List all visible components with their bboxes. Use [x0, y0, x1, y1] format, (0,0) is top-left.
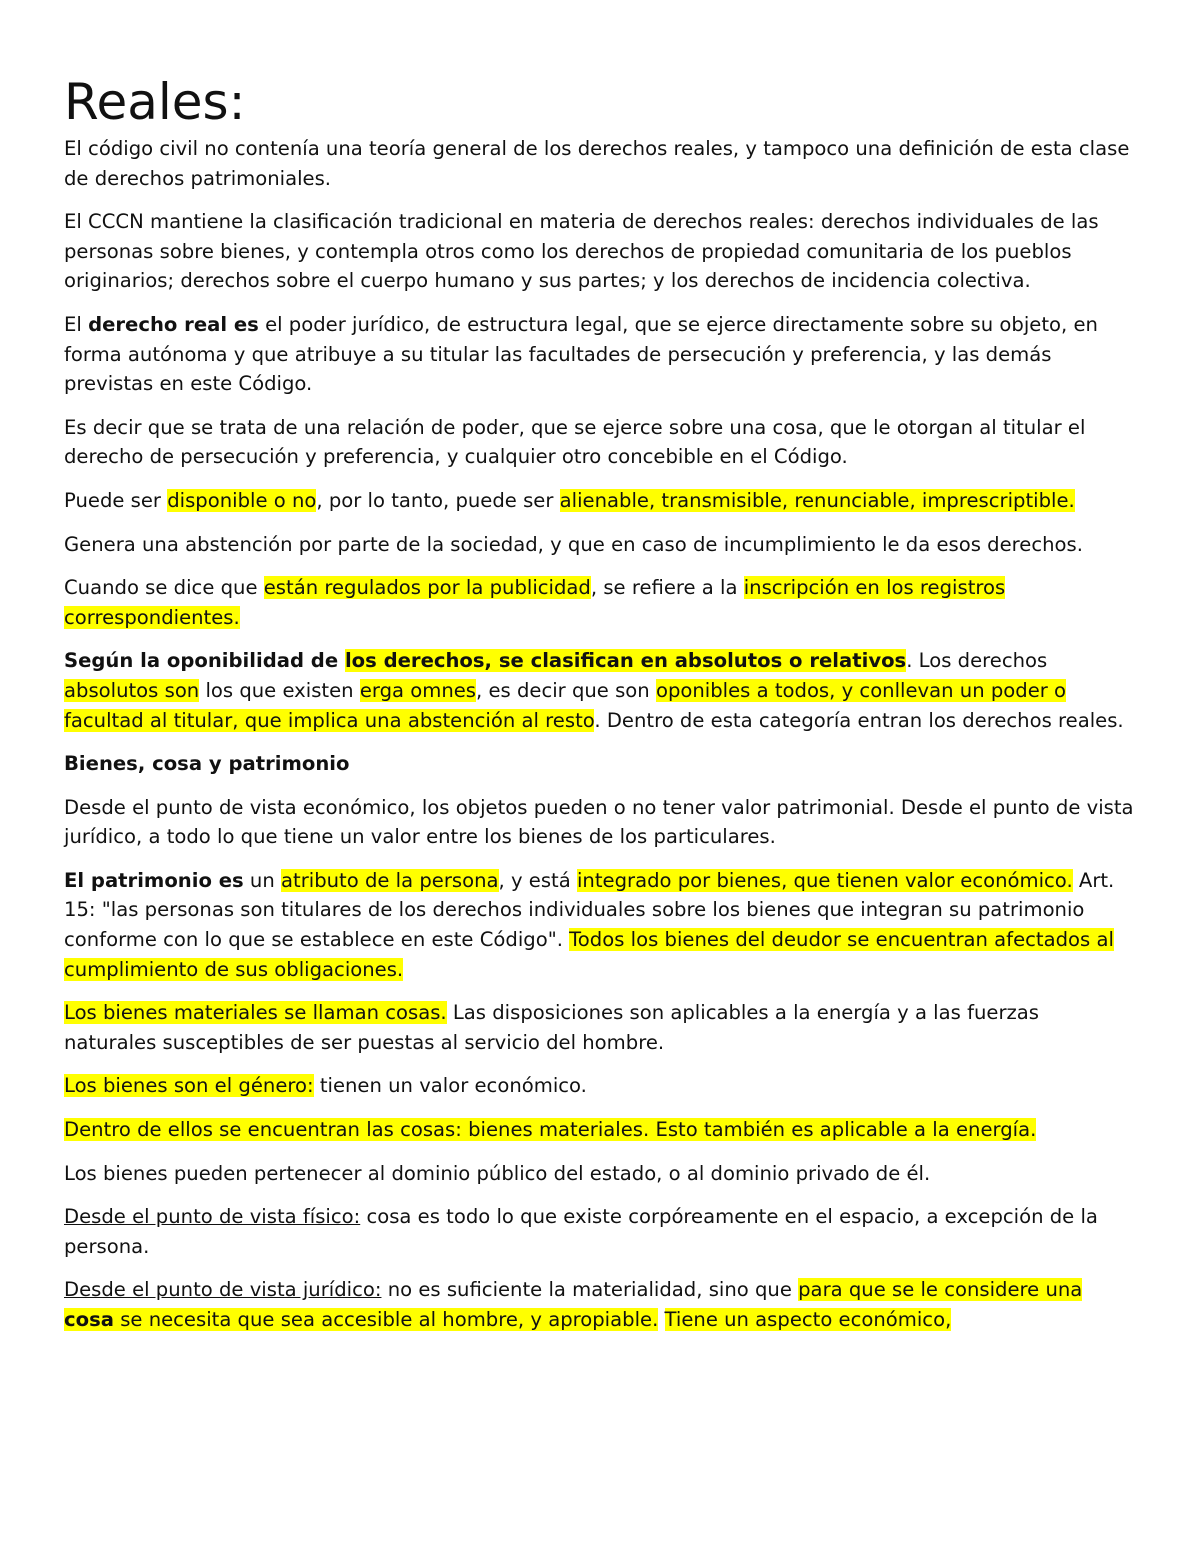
- text-run: [658, 1308, 664, 1331]
- text-run: El: [64, 312, 89, 336]
- highlighted-text: Tiene un aspecto económico,: [664, 1308, 952, 1331]
- text-run: Cuando se dice que: [64, 576, 264, 600]
- text-run: Genera una abstención por parte de la sociedad, y que en caso de incumplimiento le da esos derechos.: [64, 532, 1083, 556]
- paragraph: [64, 793, 1134, 852]
- highlighted-text: para que se le considere una: [798, 1278, 1083, 1302]
- text-run: . Los derechos: [906, 649, 1048, 673]
- paragraph: [64, 1115, 1134, 1145]
- text-run: Desde el punto de vista económico, los objetos pueden o no tener valor patrimonial. Desde el punto de vista jurídico, a todo lo que tiene un valor entre los bienes de los particulares.: [64, 795, 1134, 849]
- paragraph: [64, 749, 1134, 779]
- document-title: Reales:: [64, 73, 246, 131]
- paragraph: [64, 1202, 1134, 1261]
- highlighted-text: Dentro de ellos se encuentran las cosas: bienes materiales. Esto también es aplicable a la energía.: [64, 1118, 1037, 1142]
- highlighted-text: atributo de la persona: [281, 868, 499, 892]
- paragraph: [64, 646, 1134, 735]
- highlighted-text: Los bienes materiales se llaman cosas.: [64, 1001, 447, 1025]
- underlined-text: Desde el punto de vista físico:: [64, 1205, 361, 1229]
- bold-text: Según la oponibilidad de: [64, 649, 345, 673]
- highlighted-text: integrado por bienes, que tienen valor económico.: [576, 868, 1073, 892]
- underlined-text: Desde el punto de vista jurídico:: [64, 1278, 382, 1302]
- text-run: no es suficiente la materialidad, sino que: [381, 1278, 799, 1302]
- text-run: Las disposiciones son aplicables a la energía y a las fuerzas naturales susceptibles de ser puestas al servicio del hombre.: [64, 1001, 1039, 1054]
- paragraph: [64, 1071, 1134, 1101]
- highlighted-text: absolutos son: [64, 678, 200, 702]
- bold-text: Bienes, cosa y patrimonio: [64, 752, 350, 776]
- paragraph: [64, 134, 1134, 193]
- highlighted-bold-text: cosa: [64, 1308, 114, 1331]
- highlighted-bold-text: los derechos, se clasifican en absolutos o relativos: [344, 649, 907, 673]
- bold-text: El patrimonio es: [64, 868, 244, 892]
- text-run: , se refiere a la: [590, 576, 744, 600]
- text-run: El CCCN mantiene la clasificación tradicional en materia de derechos reales: derechos individuales de las personas sobre bienes, y contempla otros como los derechos de propiedad comunitaria de los pueblos originarios; derechos sobre el cuerpo humano y sus partes; y los derechos de incidencia colectiva.: [64, 210, 1099, 293]
- paragraph: [64, 413, 1134, 472]
- text-run: un: [243, 868, 281, 892]
- bold-text: derecho real es: [88, 312, 259, 336]
- highlighted-text: están regulados por la publicidad: [263, 576, 591, 600]
- text-run: Los bienes pueden pertenecer al dominio público del estado, o al dominio privado de él.: [64, 1161, 931, 1185]
- highlighted-text: oponibles a todos, y conllevan un poder o facultad al titular, que implica una abstención al resto: [64, 678, 1067, 732]
- paragraph: [64, 310, 1134, 399]
- text-run: Art. 15: "las personas son titulares de los derechos individuales sobre los bienes que integran su patrimonio conforme con lo que se establece en este Código".: [64, 868, 1115, 952]
- text-run: los que existen: [199, 678, 360, 702]
- paragraph: [64, 486, 1134, 516]
- highlighted-text: alienable, transmisible, renunciable, imprescriptible.: [559, 488, 1075, 512]
- paragraph: [64, 530, 1134, 560]
- highlighted-text: inscripción en los registros correspondientes.: [64, 576, 1006, 629]
- paragraph: [64, 866, 1134, 984]
- paragraph: [64, 207, 1134, 296]
- highlighted-text: Los bienes son el género:: [64, 1074, 314, 1098]
- text-run: El código civil no contenía una teoría general de los derechos reales, y tampoco una definición de esta clase de derechos patrimoniales.: [64, 137, 1130, 190]
- highlighted-text: Todos los bienes del deudor se encuentran afectados al cumplimiento de sus obligaciones.: [64, 928, 1114, 981]
- paragraph: [64, 573, 1134, 632]
- text-run: cosa es todo lo que existe corpóreamente en el espacio, a excepción de la persona.: [64, 1205, 1098, 1258]
- text-run: Puede ser: [64, 488, 168, 512]
- paragraph: [64, 1275, 1134, 1334]
- text-run: Es decir que se trata de una relación de poder, que se ejerce sobre una cosa, que le otorgan al titular el derecho de persecución y preferencia, y cualquier otro concebible en el Código.: [64, 415, 1086, 469]
- text-run: tienen un valor económico.: [313, 1074, 587, 1098]
- text-run: . Dentro de esta categoría entran los derechos reales.: [594, 708, 1124, 732]
- paragraph: [64, 998, 1134, 1057]
- text-run: , por lo tanto, puede ser: [316, 488, 560, 512]
- highlighted-text: se necesita que sea accesible al hombre, y apropiable.: [113, 1308, 659, 1331]
- text-run: , y está: [498, 868, 577, 892]
- text-run: el poder jurídico, de estructura legal, que se ejerce directamente sobre su objeto, en forma autónoma y que atribuye a su titular las facultades de persecución y preferencia, y las demás previstas en este Código.: [64, 312, 1098, 396]
- paragraph: [64, 1159, 1134, 1189]
- document-page: [64, 72, 1134, 1349]
- highlighted-text: erga omnes: [359, 678, 477, 702]
- document-body: [64, 134, 1134, 1335]
- highlighted-text: disponible o no: [167, 488, 317, 512]
- text-run: , es decir que son: [476, 678, 656, 702]
